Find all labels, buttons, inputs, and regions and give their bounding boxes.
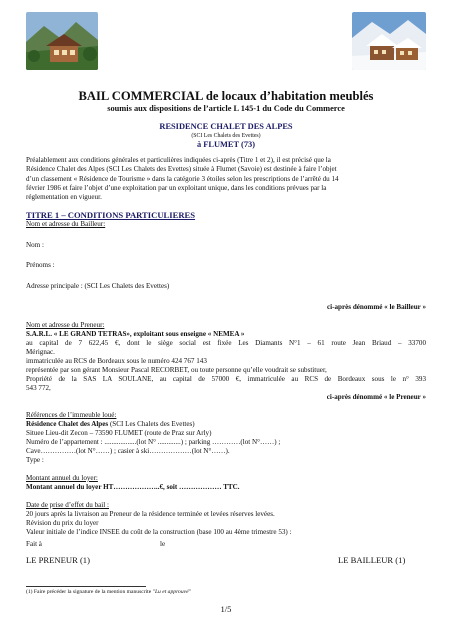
effet-heading: Date de prise d’effet du bail : [26,501,109,509]
effet-line: Valeur initiale de l’indice INSEE du coût de la construction (base 100 au 4ème trimestre 53) : [26,528,292,536]
section-heading-titre1: TITRE 1 – CONDITIONS PARTICULIERES [26,210,196,220]
bailleur-prenoms-label: Prénoms : [26,261,55,269]
immeuble-line: Situee Lieu-dit Zecon – 73590 FLUMET (route de Praz sur Arly) [26,429,212,437]
signature-preneur: LE PRENEUR (1) [26,555,90,565]
bailleur-heading: Nom et adresse du Bailleur: [26,220,106,228]
preneur-designation: ci-après dénommé « le Preneur » [326,393,426,401]
preneur-company: S.A.R.L. « LE GRAND TETRAS», exploitant sous enseigne « NEMEA » [26,330,245,338]
residence-name: RESIDENCE CHALET DES ALPES [159,122,293,131]
residence-place: à FLUMET (73) [196,140,255,149]
intro-line: Résidence Chalet des Alpes (SCI Les Chalets des Evettes) située à Flumet (Savoie) est destinée à faire l’objet [26,165,337,174]
preneur-heading: Nom et adresse du Preneur: [26,321,105,329]
preneur-line: représentée par son gérant Monsieur Pascal RECORBET, ou toute personne qu’elle voudrait se substituer, [26,366,327,375]
immeuble-sci: (SCI Les Chalets des Evettes) [108,420,195,428]
intro-line: février 1986 et faire l’objet d’une exploitation par un exploitant unique, dans les conditions prévues par la [26,183,327,192]
intro-paragraph [26,156,426,202]
document-title: BAIL COMMERCIAL de locaux d’habitation meublés [78,89,374,103]
loyer-value: Montant annuel du loyer HT………………..€, soit ……………… TTC. [26,483,240,491]
bailleur-adresse-label: Adresse principale : (SCI Les Chalets des Evettes) [26,282,170,290]
intro-line: réglementation en vigueur. [26,193,102,202]
fait-le-label: le [160,540,166,548]
immeuble-line: Cave……………(lot N°……) ; casier à ski………………(lot N°……). [26,447,230,455]
preneur-line: au capital de 7 622,45 €, dont le siège social est fixée Les Diamants N°1 – 61 route Jean Briaud – 33700 [26,339,426,347]
footnote-quote: "Lu et approuvé" [152,589,191,595]
immeuble-name: Résidence Chalet des Alpes [26,420,109,428]
preneur-line: immatriculée au RCS de Bordeaux sous le numéro 424 767 143 [26,357,207,366]
immeuble-line: Type : [26,456,44,464]
alpine-chalet-winter-photo [352,12,426,70]
bailleur-nom-label: Nom : [26,241,44,249]
fait-a-label: Fait à [26,540,42,548]
footnote-text: (1) Faire précéder la signature de la mention manuscrite [26,589,153,595]
bailleur-designation: ci-après dénommé « le Bailleur » [327,303,426,311]
effet-line: Révision du prix du loyer [26,519,99,527]
footnote [26,589,191,595]
intro-line: d’un classement « Résidence de Tourisme » dans la catégorie 3 étoiles selon les prescriptions de l’arrêté du 14 [26,174,339,183]
residence-sci: (SCI Les Chalets des Evettes) [191,133,261,139]
preneur-details [26,339,426,394]
preneur-line: Propriété de la SAS LA SOULANE, au capital de 57000 €, immatriculée au RCS de Bordeaux sous le n° 393 [26,375,426,384]
page-number: 1/5 [220,604,232,614]
immeuble-line: Numéro de l’appartement : ..................(lot N° .............) ; parking …………(lot N°……) ; [26,438,281,446]
footnote-divider [26,586,146,587]
immeuble-heading: Références de l’immeuble loué: [26,411,117,419]
document-subtitle: soumis aux dispositions de l’article L 145-1 du Code du Commerce [107,104,345,113]
intro-line: Préalablement aux conditions générales et particulières indiquées ci-après (Titre 1 et 2), il est précisé que la [26,156,331,164]
loyer-heading: Montant annuel du loyer: [26,474,98,482]
signature-bailleur: LE BAILLEUR (1) [338,555,406,565]
alpine-chalet-summer-photo [26,12,98,70]
immeuble-name-line [26,420,195,429]
effet-line: 20 jours après la livraison au Preneur de la résidence terminée et levées réserves levées. [26,510,275,518]
preneur-line: 543 772, [26,384,51,393]
preneur-line: Mérignac. [26,348,55,357]
